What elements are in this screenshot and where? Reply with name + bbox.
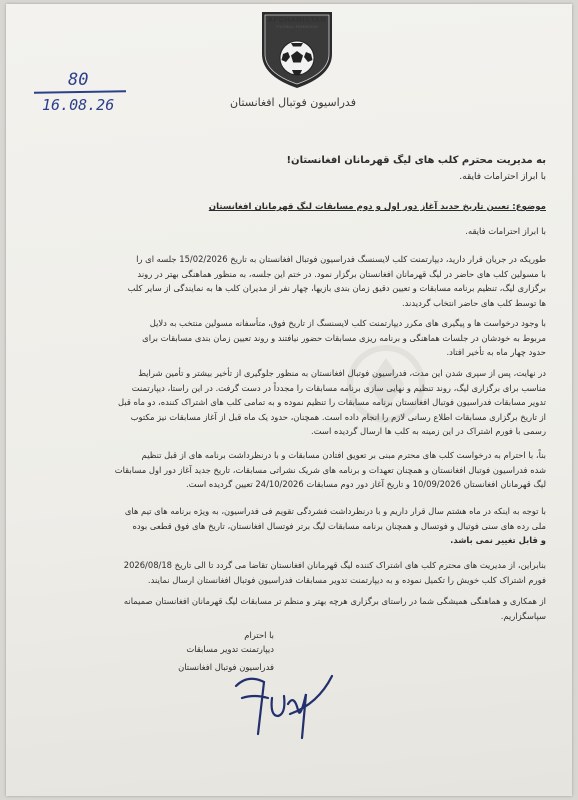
p3-line: رسمی با فورم اشتراک در این زمینه به کلب ها ارسال گردیده است.: [311, 426, 546, 437]
department-name: دیپارتمنت تدویر مسابقات: [186, 644, 274, 654]
paragraph-7: [124, 594, 546, 623]
greeting-2: با ابراز احترامات فایقه.: [465, 226, 546, 236]
p3-line: در نهایت، پس از سپری شدن این مدت، فدراسیون فوتبال افغانستان به منظور جلوگیری از تأخیر بیشتر و تأمین شرایط: [138, 368, 546, 378]
p6-line: بنابراین، از مدیریت های محترم کلب های اشتراک کننده لیگ قهرمانان افغانستان تقاضا می گردد تا الی تاریخ 2026/08/18: [123, 560, 546, 570]
handwritten-date: 16.08.26: [42, 96, 115, 114]
p5-line: با توجه به اینکه در ماه هشتم سال قرار داریم و با درنظرداشت فشردگی تقویم فی فدراسیون، به ویژه برنامه های تیم های: [124, 506, 546, 516]
paragraph-3: [118, 366, 546, 439]
addressee: به مدیریت محترم کلب های لیگ قهرمانان افغانستان!: [286, 155, 546, 166]
p5-line: و قابل تغییر نمی باشد.: [450, 535, 546, 546]
p2-line: مربوط به خودشان در جلسات هماهنگی و برنامه ریزی مسابقات حضور نیافتند و روند تعیین زمان بندی مسابقات برای: [142, 332, 546, 343]
paragraph-6: [124, 558, 546, 587]
letter-page: [6, 4, 572, 796]
organization-name: فدراسیون فوتبال افغانستان: [230, 96, 356, 109]
p7-line: سپاسگزاریم.: [500, 610, 546, 621]
p3-line: از تاریخ برگزاری مسابقات اطلاع رسانی لازم را انجام داده است. همچنان، حدود یک ماه قبل از آغاز مسابقات نیز مکتوب: [130, 411, 546, 422]
logo-subtitle: FOOTBALL FEDERATION: [276, 25, 318, 29]
p1-line: برگزاری لیگ، تنظیم برنامه مسابقات و تعیین دقیق زمان بندی بازیها، چهار نفر از مدیران کلب ها به نمایندگی از سایر کلب: [127, 283, 546, 294]
p4-line: بناً، با احترام به درخواست کلب های محترم مبنی بر تعویق افتادن مسابقات و با درنظرداشت برنامه های از قبل تنظیم: [141, 450, 546, 460]
federation-logo: [258, 10, 336, 90]
p3-line: تدویر مسابقات فدراسیون فوتبال افغانستان برنامه مسابقات را تنظیم نموده و به تمامی کلب های اشتراک کننده، دو ماه قبل: [117, 397, 546, 408]
paragraph-1: [128, 252, 546, 310]
p4-line: شده فدراسیون فوتبال افغانستان و همچنان تعهدات و برنامه های شریک نشراتی مسابقات، تاریخ جدید آغاز دور اول مسابقات: [114, 464, 546, 475]
p5-line: ملی رده های سنی فوتبال و فوتسال و همچنان برنامه مسابقات لیگ برتر فوتسال افغانستان، تاریخ های فوق قطعی بوده: [132, 520, 546, 531]
logo-title: AFGHANISTAN: [267, 16, 327, 24]
p7-line: از همکاری و هماهنگی همیشگی شما در راستای برگزاری هرچه بهتر و منظم تر مسابقات لیگ قهرمانان افغانستان صمیمانه: [123, 596, 546, 606]
p1-line: طوریکه در جریان قرار دارید، دیپارتمنت کلب لایسنسگ فدراسیون فوتبال افغانستان به تاریخ 15/02/2026 جلسه ای را: [136, 254, 546, 264]
handwritten-number: 80: [68, 70, 89, 90]
p1-line: ها توسط کلب های حاضر انتخاب گردیدند.: [401, 297, 546, 308]
p6-line: فورم اشتراک کلب خویش را تکمیل نموده و به دیپارتمنت تدویر مسابقات فدراسیون فوتبال افغانستان ارسال نمایند.: [147, 574, 546, 585]
paragraph-2: [142, 316, 546, 360]
p1-line: با مسولین کلب های حاضر در لیگ قهرمانان افغانستان برگزار نمود. در ختم این جلسه، به منظور هماهنگی بهتر در روند: [137, 268, 546, 279]
handwritten-signature-icon: [228, 664, 348, 744]
p2-line: با وجود درخواست ها و پیگیری های مکرر دیپارتمنت کلب لایسنسگ از تاریخ فوق، متأسفانه مسولین منتخب به دلایل: [149, 318, 546, 328]
greeting: با ابراز احترامات فایقه.: [459, 172, 546, 182]
signature-organization: فدراسیون فوتبال افغانستان: [178, 662, 274, 672]
paragraph-4: [115, 448, 546, 492]
p2-line: حدود چهار ماه به تأخیر افتاد.: [446, 347, 546, 358]
handwritten-divider: [34, 90, 126, 93]
p3-line: مناسب برای برگزاری لیگ، روند تنظیم و نهایی سازی برنامه مسابقات را مجدداً در دست گرفت. در این راستا، دیپارتمنت: [131, 382, 546, 393]
closing: با احترام: [244, 630, 274, 640]
subject-line: موضوع: تعیین تاریخ جدید آغاز دور اول و دوم مسابقات لیگ قهرمانان افغانستان: [208, 202, 546, 212]
paragraph-5: [125, 504, 546, 548]
p4-line: لیگ قهرمانان افغانستان 10/09/2026 و تاریخ آغاز دور دوم مسابقات 24/10/2026 تعیین گردیده است.: [185, 479, 546, 490]
